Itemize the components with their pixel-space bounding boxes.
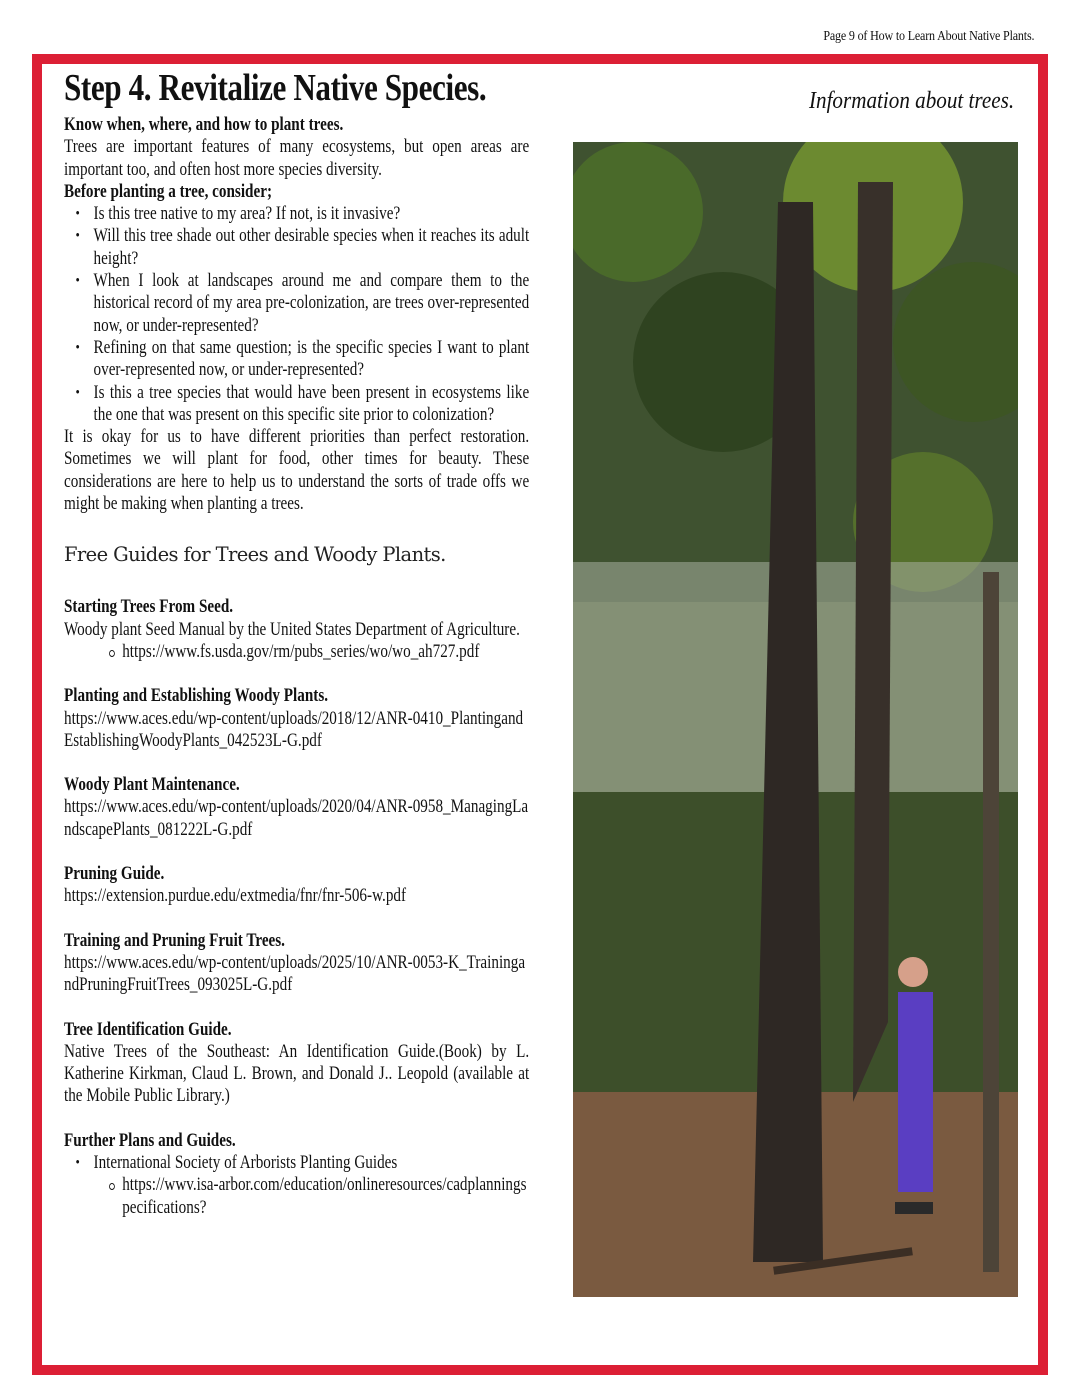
guide-seed-link[interactable]: https://www.fs.usda.gov/rm/pubs_series/wo/wo_ah727.pdf (64, 641, 529, 663)
list-item: • Is this tree native to my area? If not, is it invasive? (64, 203, 529, 225)
guide-pruning-title: Pruning Guide. (64, 864, 165, 885)
guide-further-link[interactable]: https://wwv.isa-arbor.com/education/onlineresources/cadplanningspecifications? (64, 1174, 529, 1219)
tree-photo-illustration (573, 142, 1018, 1297)
list-item: • When I look at landscapes around me and compare them to the historical record of my area pre-colonization, are trees over-represented now, or under-represented? (64, 270, 529, 337)
list-item: • Refining on that same question; is the specific species I want to plant over-represented now, or under-represented? (64, 337, 529, 382)
guide-identification-text: Native Trees of the Southeast: An Identification Guide.(Book) by L. Katherine Kirkman, Claud L. Brown, and Donald J.. Leopold (available at the Mobile Public Library.) (64, 1041, 530, 1107)
guide-seed-text: Woody plant Seed Manual by the United States Department of Agriculture. (64, 619, 520, 640)
list-item: • Will this tree shade out other desirable species when it reaches its adult height? (64, 225, 529, 270)
guide-further-title: Further Plans and Guides. (64, 1130, 236, 1151)
intro-paragraph: Trees are important features of many ecosystems, but open areas are important too, and often host more species diversity. (64, 137, 530, 180)
guide-identification-title: Tree Identification Guide. (64, 1019, 232, 1040)
closing-paragraph: It is okay for us to have different priorities than perfect restoration. Sometimes we will plant for food, other times for beauty. These considerations are here to help us to understand the sorts of trade offs we might be making when planting a trees. (64, 427, 530, 515)
guide-further-item: • International Society of Arborists Planting Guides (64, 1152, 529, 1174)
considerations-list (64, 203, 529, 426)
consider-heading: Before planting a tree, consider; (64, 181, 272, 202)
guide-planting-link[interactable]: https://www.aces.edu/wp-content/uploads/2018/12/ANR-0410_PlantingandEstablishingWoodyPlants_042523L-G.pdf (64, 708, 524, 751)
tree-photo (573, 142, 1018, 1297)
page-title: Step 4. Revitalize Native Species. (64, 67, 487, 109)
main-column (64, 68, 529, 1219)
guide-maintenance-title: Woody Plant Maintenance. (64, 775, 240, 796)
guides-heading: Free Guides for Trees and Woody Plants. (64, 543, 446, 567)
list-item: • Is this a tree species that would have been present in ecosystems like the one that was present on this specific site prior to colonization? (64, 382, 529, 427)
page-header: Page 9 of How to Learn About Native Plants. (823, 29, 1034, 44)
sidebar-caption: Information about trees. (808, 88, 1014, 114)
guide-planting-title: Planting and Establishing Woody Plants. (64, 686, 329, 707)
guide-maintenance-link[interactable]: https://www.aces.edu/wp-content/uploads/2020/04/ANR-0958_ManagingLandscapePlants_081222L-G.pdf (64, 797, 529, 840)
guide-fruit-title: Training and Pruning Fruit Trees. (64, 930, 285, 951)
guide-fruit-link[interactable]: https://www.aces.edu/wp-content/uploads/2025/10/ANR-0053-K_TrainingandPruningFruitTrees_093025L-G.pdf (64, 952, 526, 996)
guide-pruning-link[interactable]: https://extension.purdue.edu/extmedia/fnr/fnr-506-w.pdf (64, 886, 407, 907)
subtitle: Know when, where, and how to plant trees. (64, 115, 344, 135)
person-icon (898, 992, 933, 1192)
guide-seed-title: Starting Trees From Seed. (64, 597, 234, 618)
